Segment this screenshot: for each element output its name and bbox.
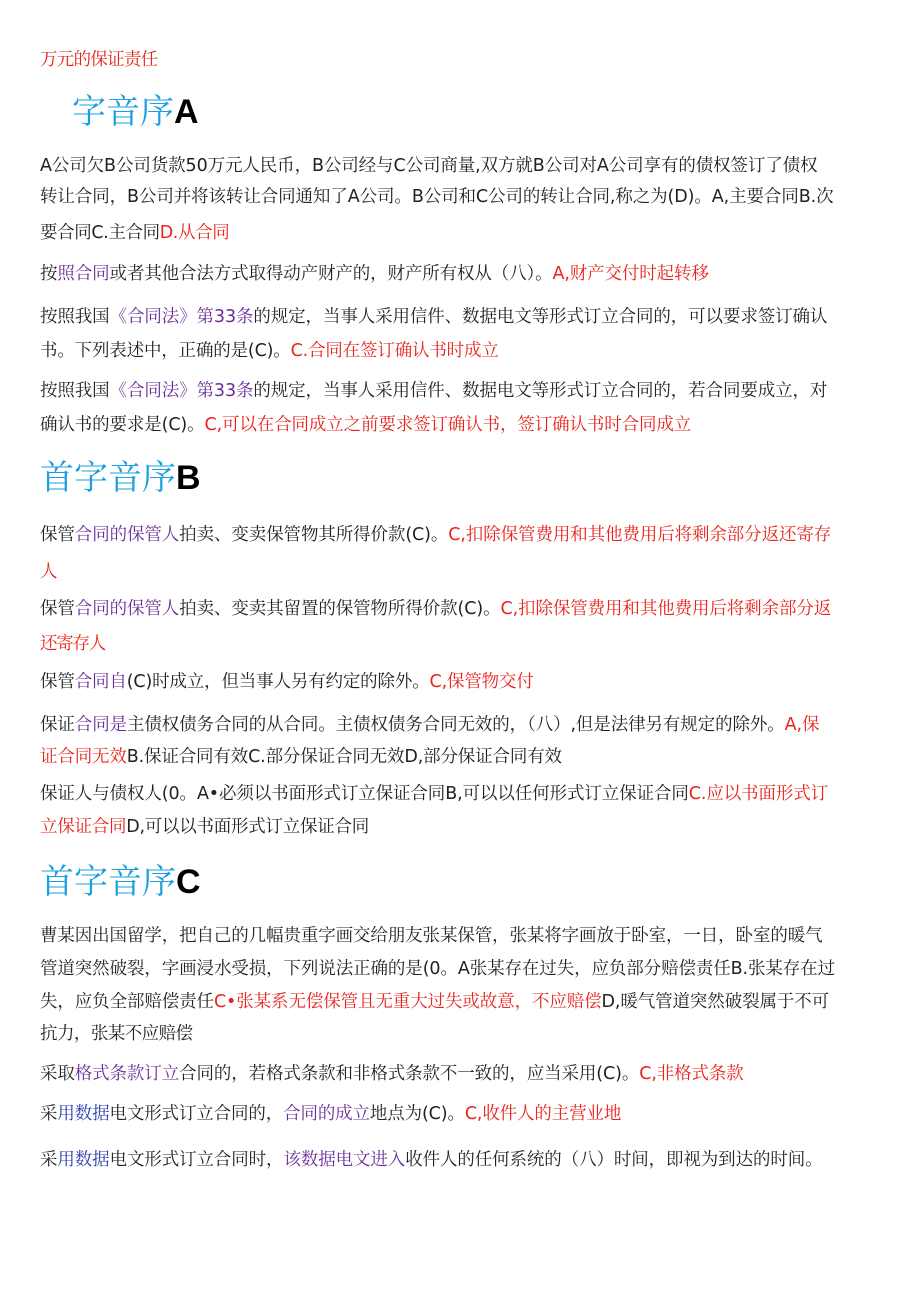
text-line: [40, 924, 890, 948]
text-line: [40, 1062, 890, 1086]
text-segment: C,收件人的主营业地: [464, 1104, 622, 1124]
text-segment: 《合同法》第33条: [109, 307, 254, 327]
text-segment: 合同的: [74, 599, 127, 619]
text-segment: 合同自: [74, 672, 127, 692]
text-line: [40, 957, 890, 981]
text-segment: 合同的: [74, 525, 127, 545]
text-segment: 电文形式订立合同的，: [109, 1104, 284, 1124]
text-segment: 的规定，当事人采用信件、数据电文等形式订立合同的，若合同要成立，对: [253, 381, 828, 401]
text-line: [40, 1022, 890, 1046]
text-line: [40, 713, 890, 737]
text-segment: 拍卖、变卖其留置的保管物所得价款(C)。: [179, 599, 501, 619]
text-segment: C,扣除保管费用和其他费用后将剩余部分返: [500, 599, 832, 619]
text-line: [40, 379, 890, 403]
text-segment: 曹某因出国留学，把自己的几幅贵重字画交给朋友张某保管，张某将字画放于卧室，一日，卧室的暖气: [40, 926, 823, 946]
text-segment: 的规定，当事人采用信件、数据电文等形式订立合同的，可以要求签订确认: [253, 307, 828, 327]
text-line: [40, 523, 890, 547]
text-line: [40, 221, 890, 245]
text-segment: 用数据: [57, 1104, 110, 1124]
text-segment: (C)时成立，但当事人另有约定的除外。: [126, 672, 430, 692]
text-segment: 地点为(C)。: [369, 1104, 465, 1124]
text-segment: 采取: [40, 1064, 75, 1084]
heading-text: 首字音序: [40, 458, 176, 498]
text-segment: 用数据: [57, 1150, 110, 1170]
heading-letter: C: [176, 863, 201, 901]
text-segment: 要合同C.主合同: [40, 223, 160, 243]
text-segment: 保证人与债权人(0。A•必须以书面形式订立保证合同B,可以以任何形式订立保证合同: [40, 784, 689, 804]
text-segment: D,可以以书面形式订立保证合同: [126, 817, 370, 837]
text-line: [40, 815, 890, 839]
text-segment: 确认书的要求是(C)。: [40, 415, 205, 435]
text-segment: 管道突然破裂，字画浸水受损，下列说法正确的是(0。A张某存在过失，应负部分赔偿责任B.张某存在过: [40, 959, 835, 979]
text-line: [40, 745, 890, 769]
text-segment: 主债权债务合同的从合同。主债权债务合同无效的，（八）,但是法律另有规定的除外。: [126, 715, 785, 735]
text-segment: 抗力，张某不应赔偿: [40, 1024, 193, 1044]
text-segment: A,财产交付时起转移: [552, 264, 709, 284]
text-line: [40, 597, 890, 621]
text-segment: 拍卖、变卖保管物其所得价款(C)。: [179, 525, 449, 545]
text-segment: 或者其他合法方式取得动产财产的，财产所有权从（八）。: [109, 264, 553, 284]
text-line: [40, 48, 890, 72]
text-line: [40, 560, 890, 584]
text-line: [40, 990, 890, 1014]
text-segment: C.合同在签订确认书时成立: [290, 341, 499, 361]
text-line: [40, 305, 890, 329]
text-line: [40, 413, 890, 437]
text-segment: 合同的，若格式条款和非格式条款不一致的，应当采用(C)。: [179, 1064, 640, 1084]
text-segment: 保管人: [126, 525, 180, 545]
text-segment: 《合同法》第33条: [109, 381, 254, 401]
text-line: [40, 154, 890, 178]
text-segment: 采: [40, 1104, 58, 1124]
text-segment: 失，应负全部赔偿责任: [40, 992, 214, 1012]
text-segment: B.保证合同有效C.部分保证合同无效D,部分保证合同有效: [126, 747, 562, 767]
text-segment: 人: [40, 562, 53, 582]
text-segment: C,扣除保管费用和其他费用后将剩余部分返还寄存: [448, 525, 832, 545]
text-segment: C.应以书面形式订: [688, 784, 829, 804]
text-segment: D.从合同: [159, 223, 230, 243]
text-segment: C,非格式条款: [639, 1064, 744, 1084]
heading-letter: B: [176, 459, 201, 497]
text-segment: 按: [40, 264, 58, 284]
text-segment: 还寄存人: [40, 634, 105, 654]
text-line: [40, 339, 890, 363]
text-segment: D,暖气管道突然破裂属于不可: [601, 992, 830, 1012]
text-segment: 证合同无效: [40, 747, 127, 767]
text-segment: 合同的成立: [283, 1104, 370, 1124]
text-segment: 收件人的任何系统的（八）时间，即视为到达的时间。: [405, 1150, 823, 1170]
text-segment: C•张某系无偿保管且无重大过失或故意，不应赔偿: [213, 992, 602, 1012]
text-segment: 立保证合同: [40, 817, 127, 837]
text-line: [40, 1102, 890, 1126]
text-segment: 格式条款订立: [74, 1064, 180, 1084]
text-line: [40, 185, 890, 209]
text-segment: 照合同: [57, 264, 110, 284]
text-segment: C,可以在合同成立之前要求签订确认书，签订确认书时合同成立: [204, 415, 692, 435]
text-line: [40, 262, 890, 286]
text-segment: 合同是: [74, 715, 127, 735]
text-segment: 保管: [40, 599, 75, 619]
text-line: [40, 1148, 890, 1172]
text-segment: 万元的保证责任: [40, 50, 158, 70]
text-line: [40, 632, 890, 656]
text-segment: A,保: [784, 715, 820, 735]
text-segment: 采: [40, 1150, 58, 1170]
heading-text: 字音序: [72, 92, 174, 132]
text-segment: 保证: [40, 715, 75, 735]
section-heading-a: [72, 92, 199, 132]
section-heading-c: [40, 862, 201, 902]
text-line: [40, 670, 890, 694]
text-segment: 保管人: [126, 599, 180, 619]
heading-text: 首字音序: [40, 862, 176, 902]
text-segment: 保管: [40, 525, 75, 545]
text-segment: 书。下列表述中，正确的是(C)。: [40, 341, 291, 361]
heading-letter: A: [174, 93, 199, 131]
text-segment: 按照我国: [40, 381, 110, 401]
text-segment: C,保管物交付: [429, 672, 534, 692]
text-segment: 电文形式订立合同时，: [109, 1150, 284, 1170]
text-segment: A公司欠B公司货款50万元人民币，B公司经与C公司商量,双方就B公司对A公司享有的债权签订了债权: [40, 156, 818, 176]
section-heading-b: [40, 458, 201, 498]
text-line: [40, 782, 890, 806]
text-segment: 按照我国: [40, 307, 110, 327]
text-segment: 该数据电文进入: [283, 1150, 406, 1170]
text-segment: 转让合同，B公司并将该转让合同通知了A公司。B公司和C公司的转让合同,称之为(D)。A,主要合同B.次: [40, 187, 834, 207]
text-segment: 保管: [40, 672, 75, 692]
